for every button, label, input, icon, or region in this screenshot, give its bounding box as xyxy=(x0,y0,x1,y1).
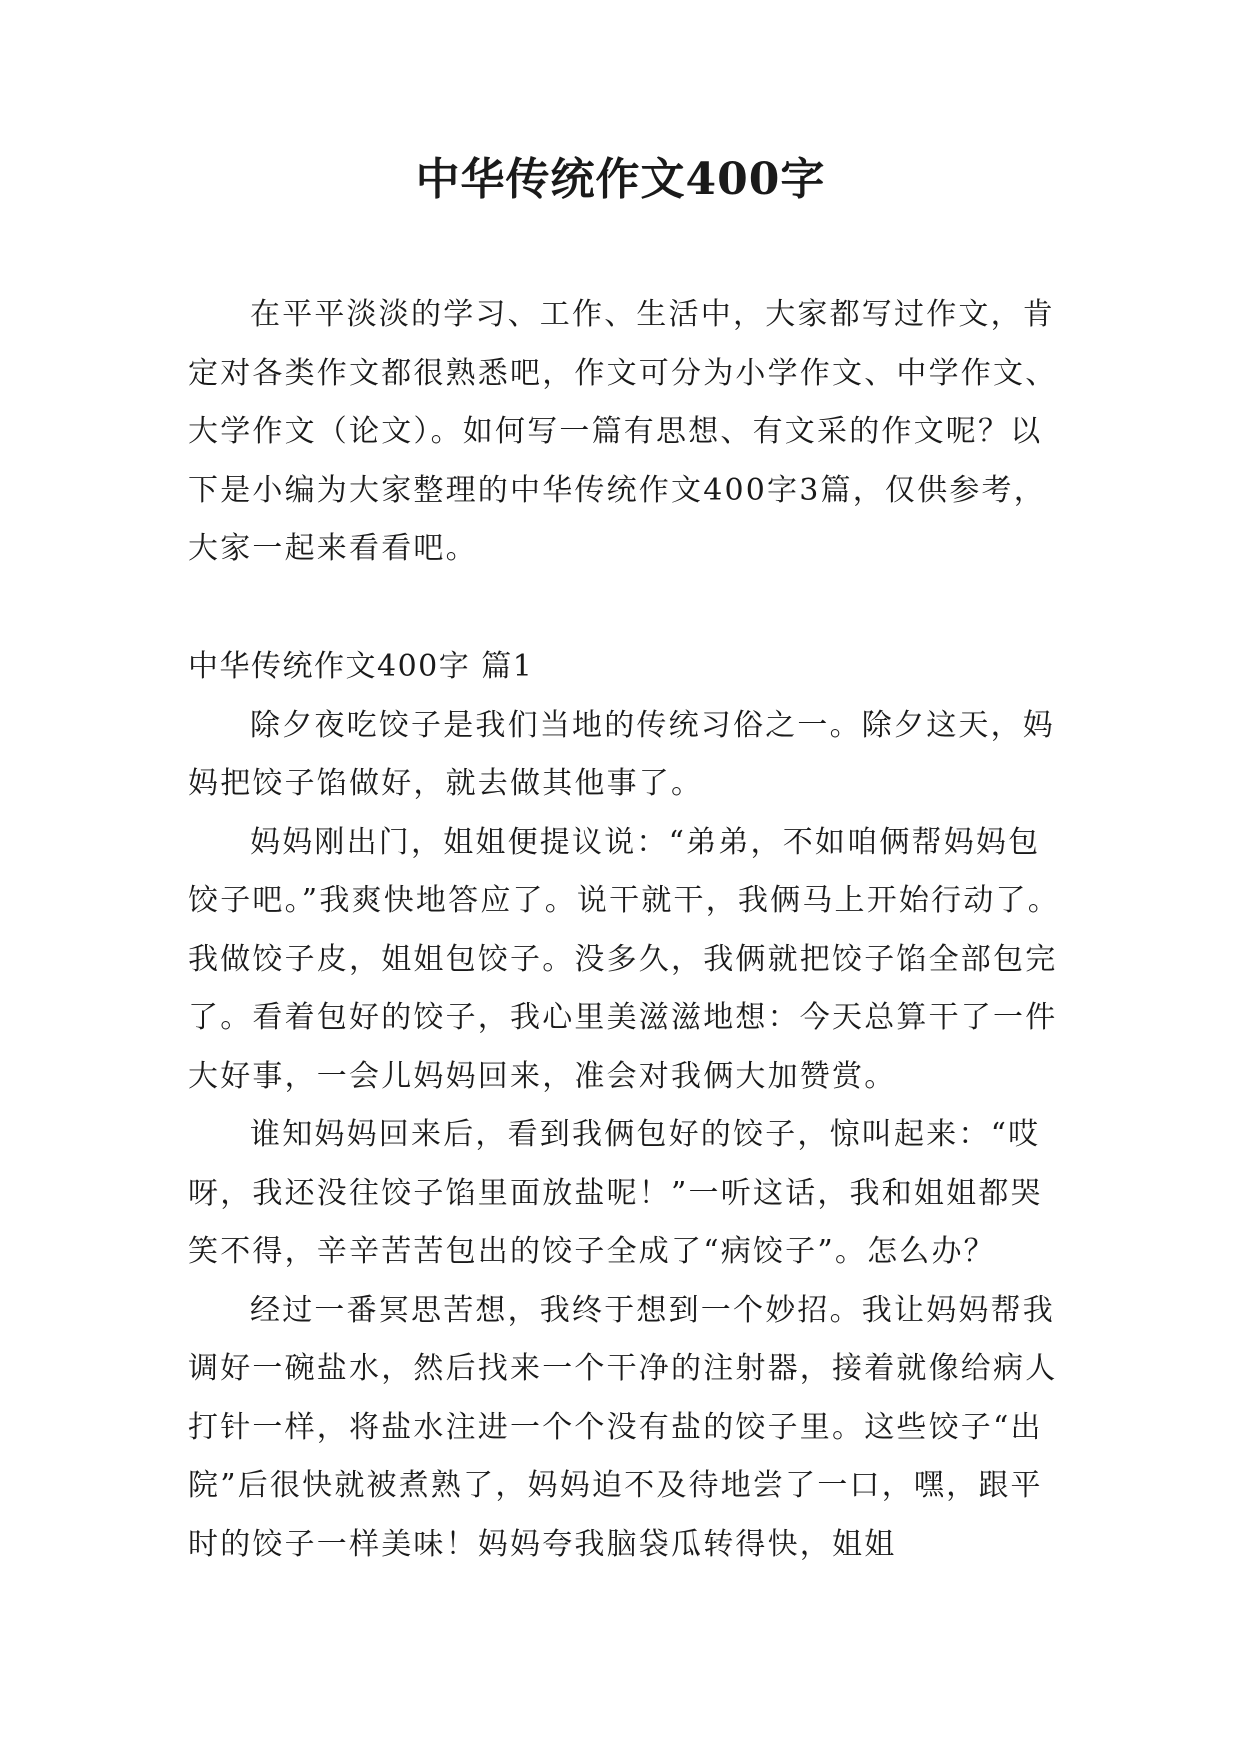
section-paragraph: 谁知妈妈回来后，看到我俩包好的饺子，惊叫起来：“哎呀，我还没往饺子馅里面放盐呢！”一听这话，我和姐姐都哭笑不得，辛辛苦苦包出的饺子全成了“病饺子”。怎么办？ xyxy=(188,1117,1043,1269)
intro-paragraph: 在平平淡淡的学习、工作、生活中，大家都写过作文，肯定对各类作文都很熟悉吧，作文可分为小学作文、中学作文、大学作文（论文）。如何写一篇有思想、有文采的作文呢？以下是小编为大家整理的中华传统作文400字3篇，仅供参考，大家一起来看看吧。 xyxy=(188,297,1058,566)
section-heading: 中华传统作文400字 篇1 xyxy=(188,649,534,684)
intro-block xyxy=(188,286,1066,579)
section-paragraph: 妈妈刚出门，姐姐便提议说：“弟弟，不如咱俩帮妈妈包饺子吧。”我爽快地答应了。说干就干，我俩马上开始行动了。我做饺子皮，姐姐包饺子。没多久，我俩就把饺子馅全部包完了。看着包好的饺子，我心里美滋滋地想：今天总算干了一件大好事，一会儿妈妈回来，准会对我俩大加赞赏。 xyxy=(188,824,1060,1094)
section-1 xyxy=(188,638,1066,1574)
document-title: 中华传统作文400字 xyxy=(415,154,826,205)
section-paragraph: 除夕夜吃饺子是我们当地的传统习俗之一。除夕这天，妈妈把饺子馅做好，就去做其他事了。 xyxy=(188,707,1055,801)
section-paragraph: 经过一番冥思苦想，我终于想到一个妙招。我让妈妈帮我调好一碗盐水，然后找来一个干净的注射器，接着就像给病人打针一样，将盐水注进一个个没有盐的饺子里。这些饺子“出院”后很快就被煮熟了，妈妈迫不及待地尝了一口，嘿，跟平时的饺子一样美味！妈妈夸我脑袋瓜转得快，姐姐 xyxy=(188,1292,1058,1562)
